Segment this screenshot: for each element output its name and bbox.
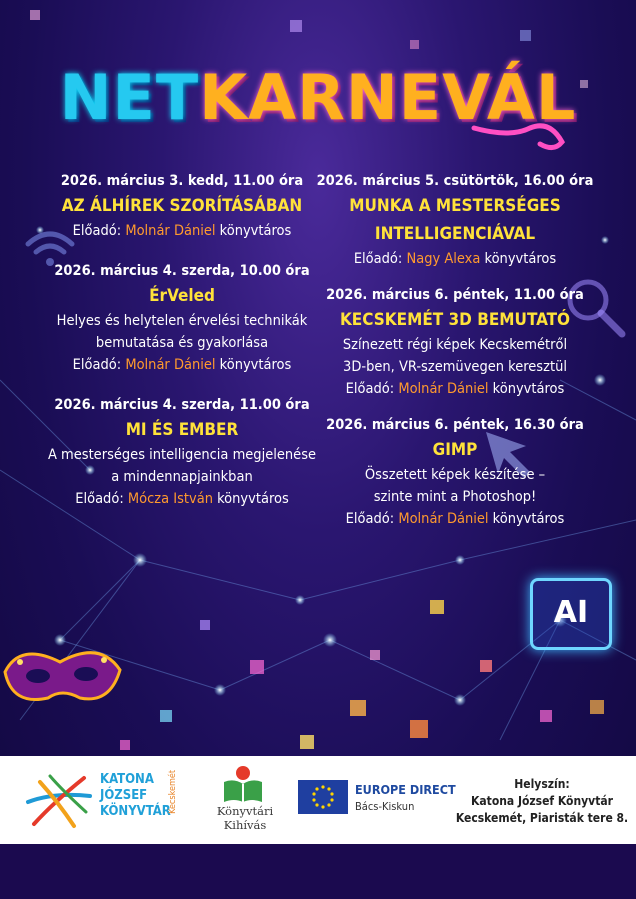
speaker-name: Mócza István	[127, 491, 213, 507]
event-title-line: GIMP	[432, 440, 478, 460]
event-2	[32, 260, 332, 376]
speaker-name: Molnár Dániel	[398, 511, 489, 527]
europe-direct-title: EUROPE DIRECT	[355, 782, 456, 797]
event-date: 2026. március 6. péntek, 16.30 óra	[326, 417, 584, 433]
event-date: 2026. március 6. péntek, 11.00 óra	[326, 287, 584, 303]
event-title-line: KECSKEMÉT 3D BEMUTATÓ	[339, 310, 571, 330]
event-desc-line: 3D-ben, VR-szemüvegen keresztül	[343, 359, 567, 375]
event-title: MI ÉS EMBER	[125, 420, 239, 440]
event-3	[32, 394, 332, 510]
event-desc-line: A mesterséges intelligencia megjelenése	[47, 447, 317, 463]
ai-badge-label: AI	[553, 595, 589, 630]
eu-flag-icon	[298, 780, 348, 814]
europe-direct-subtitle: Bács-Kiskun	[355, 800, 415, 813]
event-desc-line: Színezett régi képek Kecskemétről	[342, 337, 568, 353]
event-desc-line: bemutatása és gyakorlása	[95, 335, 269, 351]
event-desc-line: szinte mint a Photoshop!	[373, 489, 537, 505]
event-title-line: INTELLIGENCIÁVAL	[374, 224, 536, 244]
venue-name: Katona József Könyvtár	[471, 794, 613, 808]
book-logo-icon	[222, 764, 264, 804]
title-net: NET	[59, 61, 200, 134]
event-title-line: MUNKA A MESTERSÉGES	[349, 196, 561, 216]
event-date: 2026. március 3. kedd, 11.00 óra	[60, 173, 304, 189]
katona-city: Kecskemét	[168, 770, 178, 814]
events-left-column	[32, 170, 332, 520]
venue-address: Kecskemét, Piaristák tere 8.	[455, 811, 629, 825]
event-5	[305, 284, 605, 400]
ribbon-decoration	[470, 118, 570, 158]
venue-info	[452, 776, 632, 827]
event-date: 2026. március 4. szerda, 10.00 óra	[54, 263, 310, 279]
event-desc-line: a mindennapjainkban	[111, 469, 253, 485]
event-desc-line: Összetett képek készítése –	[364, 467, 546, 483]
carnival-mask-icon	[0, 632, 125, 710]
event-date: 2026. március 5. csütörtök, 16.00 óra	[316, 173, 594, 189]
speaker-name: Molnár Dániel	[398, 381, 489, 397]
event-speaker: Előadó: Molnár Dániel könyvtáros	[345, 511, 565, 527]
event-speaker: Előadó: Nagy Alexa könyvtáros	[353, 251, 557, 267]
event-speaker: Előadó: Mócza István könyvtáros	[75, 491, 289, 507]
event-desc-line: Helyes és helytelen érvelési technikák	[56, 313, 308, 329]
speaker-name: Molnár Dániel	[125, 357, 216, 373]
events-right-column	[305, 170, 605, 540]
speaker-name: Nagy Alexa	[406, 251, 481, 267]
title-karneval: KARNEVÁL	[199, 61, 577, 134]
event-speaker: Előadó: Molnár Dániel könyvtáros	[72, 357, 292, 373]
event-date: 2026. március 4. szerda, 11.00 óra	[54, 397, 310, 413]
event-4	[305, 170, 605, 270]
katona-wordmark: KATONA JÓZSEF KÖNYVTÁR	[100, 772, 171, 819]
ai-chip-icon	[530, 578, 612, 650]
event-speaker: Előadó: Molnár Dániel könyvtáros	[345, 381, 565, 397]
event-6	[305, 414, 605, 530]
kihivas-wordmark: Könyvtári Kihívás	[216, 804, 274, 832]
footer	[0, 756, 636, 844]
event-title: ÉrVeled	[149, 286, 215, 306]
speaker-name: Molnár Dániel	[125, 223, 216, 239]
event-1	[32, 170, 332, 242]
venue-label: Helyszín:	[514, 777, 570, 791]
katona-logo-icon	[24, 772, 96, 830]
event-title: AZ ÁLHÍREK SZORÍTÁSÁBAN	[61, 196, 303, 216]
event-speaker: Előadó: Molnár Dániel könyvtáros	[72, 223, 292, 239]
